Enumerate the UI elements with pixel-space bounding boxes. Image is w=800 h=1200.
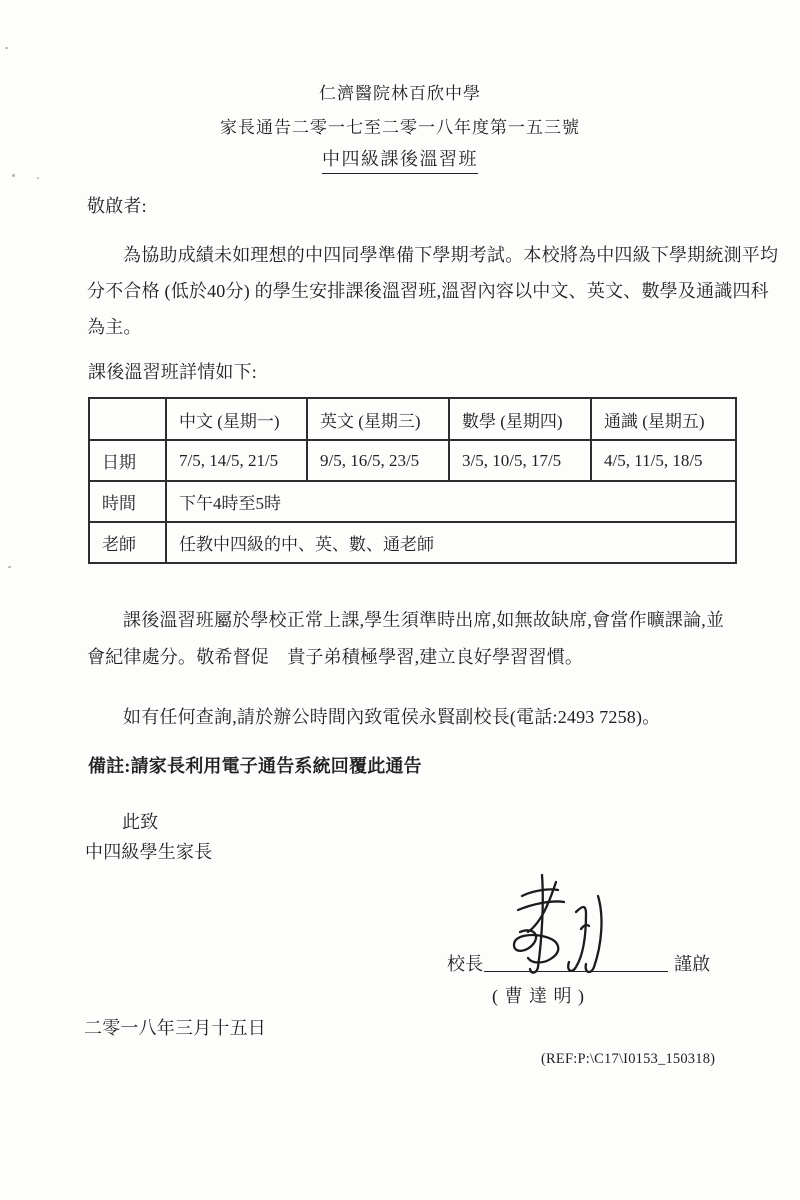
date-cell-english: 9/5, 16/5, 23/5 <box>307 440 449 481</box>
notice-subject <box>0 145 800 174</box>
table-intro: 課後溫習班詳情如下: <box>88 362 257 382</box>
remark-line: 備註:請家長利用電子通告系統回覆此通告 <box>88 756 422 776</box>
ref-number: (REF:P:\C17\I0153_150318) <box>541 1051 716 1067</box>
attendance-line-2: 會紀律處分。敬希督促 貴子弟積極學習,建立良好學習習慣。 <box>87 647 584 667</box>
attendance-line-1: 課後溫習班屬於學校正常上課,學生須準時出席,如無故缺席,會當作曠課論,並 <box>123 610 725 630</box>
issue-date: 二零一八年三月十五日 <box>84 1018 266 1038</box>
table-header-chinese: 中文 (星期一) <box>166 398 307 440</box>
intro-line-1: 為協助成績未如理想的中四同學準備下學期考試。本校將為中四級下學期統測平均 <box>123 245 779 265</box>
schedule-table <box>88 397 737 564</box>
teacher-row-value: 任教中四級的中、英、數、通老師 <box>166 522 736 563</box>
date-cell-ls: 4/5, 11/5, 18/5 <box>591 440 736 481</box>
recipient-line: 中四級學生家長 <box>85 842 213 862</box>
closing-honorific: 謹啟 <box>674 954 711 974</box>
notice-subject-text: 中四級課後溫習班 <box>322 145 478 174</box>
table-header-english: 英文 (星期三) <box>307 398 449 440</box>
date-cell-maths: 3/5, 10/5, 17/5 <box>449 440 591 481</box>
time-row-label: 時間 <box>89 481 166 522</box>
intro-line-2: 分不合格 (低於40分) 的學生安排課後溫習班,溫習內容以中文、英文、數學及通識四科 <box>87 281 769 301</box>
date-cell-chinese: 7/5, 14/5, 21/5 <box>166 440 307 481</box>
time-row-value: 下午4時至5時 <box>166 481 736 522</box>
scan-artifact <box>12 174 15 177</box>
table-header-ls: 通識 (星期五) <box>591 398 736 440</box>
table-corner-cell <box>89 398 166 440</box>
signature-line <box>484 950 668 972</box>
enquiry-line: 如有任何查詢,請於辦公時間內致電侯永賢副校長(電話:2493 7258)。 <box>123 707 661 727</box>
closing-to: 此致 <box>122 812 159 832</box>
salutation: 敬啟者: <box>87 196 147 216</box>
date-row-label: 日期 <box>89 440 166 481</box>
scan-artifact <box>8 566 11 568</box>
principal-label: 校長 <box>447 954 484 974</box>
table-header-maths: 數學 (星期四) <box>449 398 591 440</box>
scan-artifact <box>5 47 8 49</box>
school-name: 仁濟醫院林百欣中學 <box>319 84 481 103</box>
teacher-row-label: 老師 <box>89 522 166 563</box>
scan-artifact <box>37 177 39 179</box>
principal-name: ( 曹 達 明 ) <box>492 986 585 1006</box>
notice-number: 家長通告二零一七至二零一八年度第一五三號 <box>220 118 580 137</box>
intro-line-3: 為主。 <box>87 317 142 337</box>
